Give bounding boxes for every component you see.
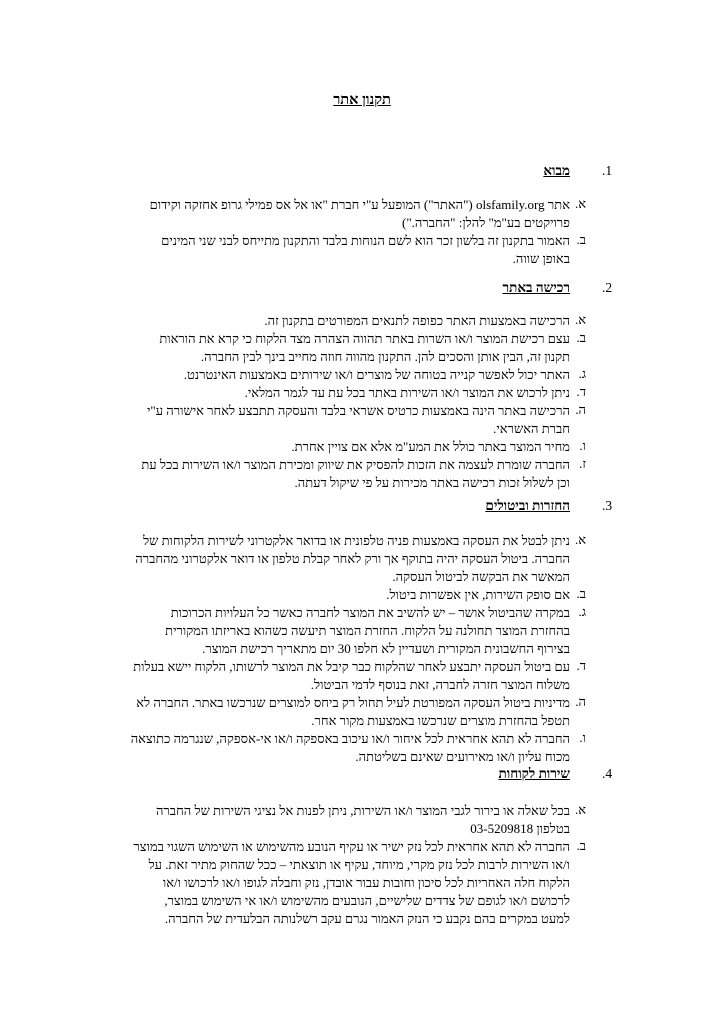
clause-text-line: מכוח עליון ו/או מאירועים שאינם בשליטתה. bbox=[355, 749, 570, 764]
clause-text-line: וכן לשלול זכות רכישה באתר מכירות על פי שיקול דעתה. bbox=[294, 475, 570, 490]
section-title: מבוא bbox=[543, 163, 570, 178]
section-number: 3. bbox=[602, 498, 613, 513]
section-heading bbox=[0, 280, 724, 298]
clause-text-line: חברת האשראי. bbox=[493, 421, 570, 436]
clause-text-line: ניתן לבטל את העסקה באמצעות פניה טלפונית או בדואר אלקטרוני לשירות הלקוחות של bbox=[143, 533, 570, 548]
clause-letter: ב. bbox=[576, 330, 586, 345]
clause-text-line: תקנון זה, הבין אותן והסכים להן. התקנון מהווה חוזה מחייב בינך לבין החברה. bbox=[200, 349, 570, 364]
clause-text-line: עם ביטול העסקה יתבצע לאחר שהלקוח כבר קיבל את המוצר לרשותו, הלקוח יישא בעלות bbox=[133, 659, 570, 674]
section-number: 1. bbox=[602, 163, 613, 178]
clause-text-line: מחיר המוצר באתר כולל את המע"מ אלא אם צויין אחרת. bbox=[291, 439, 570, 454]
section-title: רכישה באתר bbox=[502, 280, 570, 295]
clause-letter: ז. bbox=[579, 456, 586, 471]
clause-letter: ב. bbox=[576, 232, 586, 247]
clause-letter: ב. bbox=[576, 586, 586, 601]
clause-text-line: בטלפון 03-5209818 bbox=[470, 821, 570, 836]
clause-text-line: החברה לא תהא אחראית לכל נזק ישיר או עקיף הנובע מהשימוש או השימוש השגוי במוצר bbox=[133, 839, 570, 854]
document-title: תקנון אתר bbox=[333, 92, 391, 108]
section-heading bbox=[0, 766, 724, 784]
clause-text-line: החברה לא תהא אחראית לכל איחור ו/או עיכוב באספקה ו/או אי-אספקה, שנגרמה כתוצאה bbox=[130, 731, 570, 746]
clause-text-line: מדיניות ביטול העסקה המפורטת לעיל תחול רק ביחס למוצרים שנרכשו באתר. החברה לא bbox=[136, 695, 570, 710]
clause-letter: ד. bbox=[576, 384, 586, 399]
clause-text-line: בצירוף החשבונית המקורית ושעדיין לא חלפו 30 יום מתאריך רכישת המוצר. bbox=[202, 641, 570, 656]
clause-text-line: החברה שומרת לעצמה את הזכות להפסיק את שיווק ומכירת המוצר ו/או השירות בכל עת bbox=[141, 457, 570, 472]
section-title: החזרות וביטולים bbox=[485, 498, 570, 513]
clause-text-line: האמור בתקנון זה בלשון זכר הוא לשם הנוחות בלבד והתקנון מתייחס לבני שני המינים bbox=[161, 233, 570, 248]
clause-letter: א. bbox=[574, 312, 586, 327]
clause-letter: ד. bbox=[576, 658, 586, 673]
section-heading bbox=[0, 163, 724, 181]
clause-letter: א. bbox=[574, 532, 586, 547]
clause-text-line: במקרה שהביטול אושר – יש להשיב את המוצר לחברה כאשר כל העלויות הכרוכות bbox=[170, 605, 570, 620]
section-heading bbox=[0, 498, 724, 516]
clause-text-line: הלקוח חלה האחריות לכל סיכון וחובות עבור אובדן, נזק וחבלה לגופו ו/או לרכושו ו/או bbox=[162, 875, 570, 890]
clause-text-line: הרכישה באמצעות האתר כפופה לתנאים המפורטים בתקנון זה. bbox=[264, 313, 570, 328]
clause-text-line: משלוח המוצר חזרה לחברה, זאת בנוסף לדמי הביטול. bbox=[310, 677, 570, 692]
clause-text-line: עצם רכישת המוצר ו/או השרות באתר תהווה הצהרה מצד הלקוח כי קרא את הוראות bbox=[159, 331, 570, 346]
clause-text-line: באופן שווה. bbox=[512, 251, 570, 266]
section-title: שירות לקוחות bbox=[498, 766, 570, 781]
clause-text-line: ו/או השירות לרבות לכל נזק מקרי, מיוחד, עקיף או תוצאתי – ככל שהחוק מתיר זאת. על bbox=[148, 857, 570, 872]
clause-text-line: בהחזרת המוצר תחולנה על הלקוח. החזרת המוצר תיעשה כשהוא באריזתו המקורית bbox=[165, 623, 570, 638]
clause-letter: ה. bbox=[575, 694, 586, 709]
clause-text-line: אם סופק השירות, אין אפשרות ביטול. bbox=[386, 587, 570, 602]
clause-text-line: המאשר את הבקשה לביטול העסקה. bbox=[392, 569, 570, 584]
clause-text-line: לרכושם ו/או לגופם של צדדים שלישיים, הנובעים מהשימוש ו/או אי השימוש במוצר, bbox=[164, 893, 570, 908]
clause-text-line: אתר olsfamily.org ("האתר") המופעל ע"י חברת "או אל אס פמילי גרופ אחזקה וקידום bbox=[149, 197, 570, 212]
clause-text-line: תטפל בהחזרת מוצרים שנרכשו באמצעות מקור אחר. bbox=[311, 713, 570, 728]
clause-text-line: ניתן לרכוש את המוצר ו/או השירות באתר בכל עת עד לגמר המלאי. bbox=[244, 385, 570, 400]
clause-text-line: בכל שאלה או בירור לגבי המוצר ו/או השירות, ניתן לפנות אל נציגי השירות של החברה bbox=[155, 803, 570, 818]
clause-letter: ב. bbox=[576, 838, 586, 853]
clause-text-line: האתר יכול לאפשר קנייה בטוחה של מוצרים ו/או שירותים באמצעות האינטרנט. bbox=[183, 367, 570, 382]
clause-text-line: הרכישה באתר הינה באמצעות כרטיס אשראי בלבד והעסקה תתבצע לאחר אישורה ע"י bbox=[146, 403, 570, 418]
clause-letter: א. bbox=[574, 196, 586, 211]
section-number: 4. bbox=[602, 766, 613, 781]
clause-letter: ג. bbox=[578, 366, 586, 381]
clause-text-line: פרויקטים בע"מ" להלן: "החברה.") bbox=[401, 215, 570, 230]
clause-letter: ג. bbox=[578, 604, 586, 619]
section-number: 2. bbox=[602, 280, 613, 295]
clause-text-line: למעט במקרים בהם נקבע כי הנזק האמור נגרם עקב רשלנותה הבלעדית של החברה. bbox=[164, 911, 570, 926]
clause-letter: ו. bbox=[579, 730, 586, 745]
clause-letter: ה. bbox=[575, 402, 586, 417]
clause-text-line: החברה. ביטול העסקה יהיה בתוקף אך ורק לאחר קבלת טלפון או דואר אלקטרוני מהחברה bbox=[135, 551, 570, 566]
clause-letter: ו. bbox=[579, 438, 586, 453]
clause-letter: א. bbox=[574, 802, 586, 817]
